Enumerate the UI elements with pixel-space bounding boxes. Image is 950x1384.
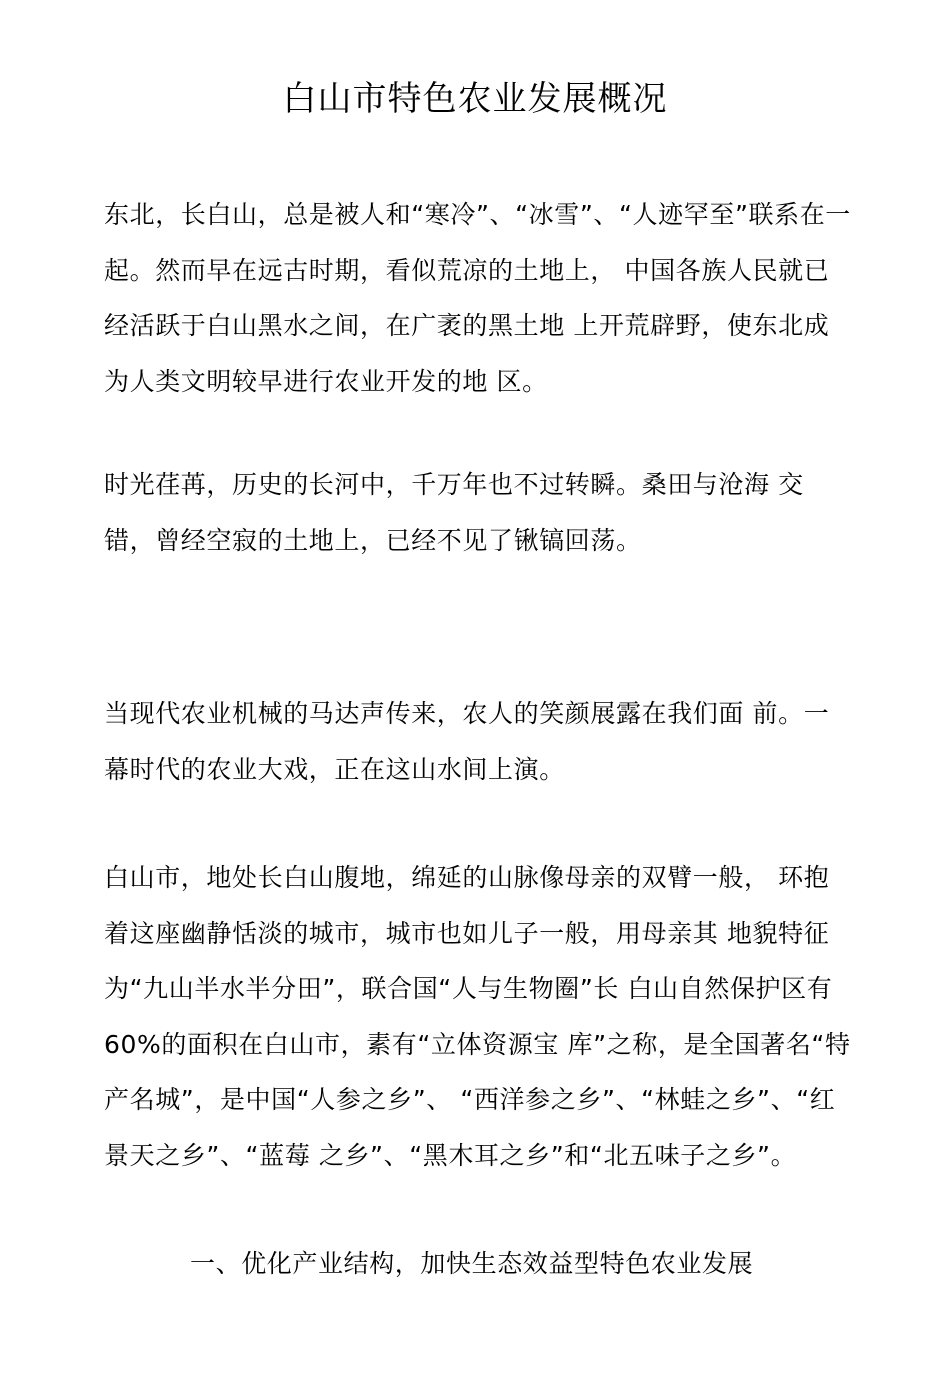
paragraph-intro: 东北，长白山，总是被人和“寒冷”、“冰雪”、“人迹罕至”联系在一起。然而早在远古时期，看似荒凉的土地上， 中国各族人民就已经活跃于白山黑水之间，在广袤的黑土地 上开荒辟野，使东北成为人类文明较早进行农业开发的地 区。 — [104, 200, 851, 396]
paragraph-modern: 当现代农业机械的马达声传来，农人的笑颜展露在我们面 前。一幕时代的农业大戏，正在这山水间上演。 — [104, 699, 830, 784]
paragraph-history: 时光荏苒，历史的长河中，千万年也不过转瞬。桑田与沧海 交错，曾经空寂的土地上，已经不见了锹镐回荡。 — [104, 470, 804, 555]
paragraph-baishan: 白山市，地处长白山腹地，绵延的山脉像母亲的双臂一般， 环抱着这座幽静恬淡的城市，城市也如儿子一般，用母亲其 地貌特征为“九山半水半分田”，联合国“人与生物圈”长 白山自然保护区有 60%的面积在白山市，素有“立体资源宝 库”之称，是全国著名“特产名城”，是中国“人参之乡”、 “西洋参之乡”、“林蛙之乡”、“红景天之乡”、“蓝莓 之乡”、“黑木耳之乡”和“北五味子之乡”。 — [104, 863, 851, 1170]
document-title: 白山市特色农业发展概况 — [282, 79, 668, 119]
section-heading: 一、优化产业结构，加快生态效益型特色农业发展 — [190, 1249, 754, 1278]
